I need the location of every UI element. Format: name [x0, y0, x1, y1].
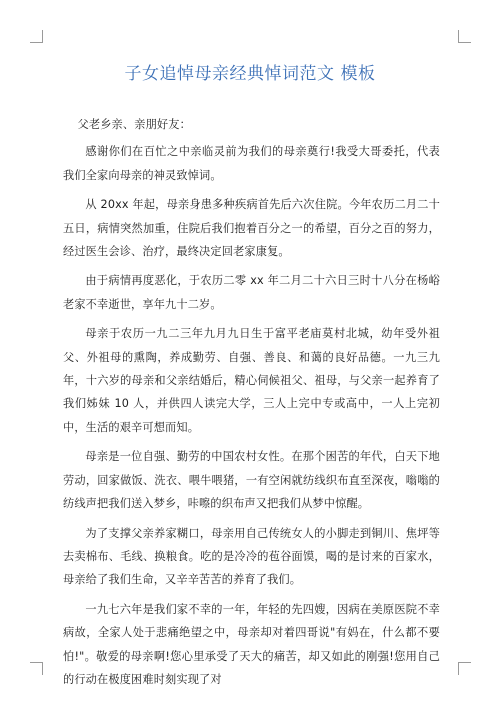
paragraph: 一九七六年是我们家不幸的一年，年轻的先四嫂，因病在美原医院不幸病故，全家人处于悲痛绝望之中，母亲却对着四哥说"有妈在，什么都不要怕!"。敬爱的母亲啊!您心里承受了天大的痛苦，却又如此的刚强!您用自己的行动在极度困难时刻实现了对 [63, 602, 440, 686]
paragraph: 从 20xx 年起，母亲身患多种疾病首先后六次住院。今年农历二月二十五日，病情突然加重，住院后我们抱着百分之一的希望，百分之百的努力，经过医生会诊、治疗，最终决定回老家康复。 [63, 198, 440, 259]
document-title: 子女追悼母亲经典悼词范文 模板 [124, 64, 376, 84]
crop-mark-top-left [30, 30, 43, 43]
paragraph: 为了支撑父亲养家糊口，母亲用自己传统女人的小脚走到铜川、焦坪等去卖棉布、毛线、换粮食。吃的是冷冷的苞谷面馍，喝的是讨来的百家水，母亲给了我们生命，又辛辛苦苦的养育了我们。 [63, 526, 440, 587]
crop-mark-top-right [458, 30, 471, 43]
paragraph: 母亲于农历一九二三年九月九日生于富平老庙莫村北城，幼年受外祖父、外祖母的熏陶，养成勤劳、自强、善良、和蔼的良好品德。一九三九年，十六岁的母亲和父亲结婚后，精心伺候祖父、祖母，与父亲一起养育了我们姊妹 10 人，并供四人读完大学，三人上完中专或高中，一人上完初中，生活的艰辛可想而知。 [63, 327, 440, 434]
document-body [63, 113, 440, 697]
crop-mark-bottom-left [30, 662, 43, 675]
salutation: 父老乡亲、亲朋好友： [77, 118, 191, 131]
paragraph: 由于病情再度恶化，于农历二零 xx 年二月二十六日三时十八分在杨峪老家不幸逝世，享年九十二岁。 [63, 274, 440, 311]
crop-mark-bottom-right [458, 662, 471, 675]
paragraph: 母亲是一位自强、勤劳的中国农村女性。在那个困苦的年代，白天下地劳动，回家做饭、洗衣、喂牛喂猪，一有空闲就纺线织布直至深夜，嗡嗡的纺线声把我们送入梦乡，咔嚓的织布声又把我们从梦中惊醒。 [63, 450, 440, 511]
paragraph: 感谢你们在百忙之中亲临灵前为我们的母亲奠行!我受大哥委托，代表我们全家向母亲的神灵致悼词。 [63, 145, 440, 182]
